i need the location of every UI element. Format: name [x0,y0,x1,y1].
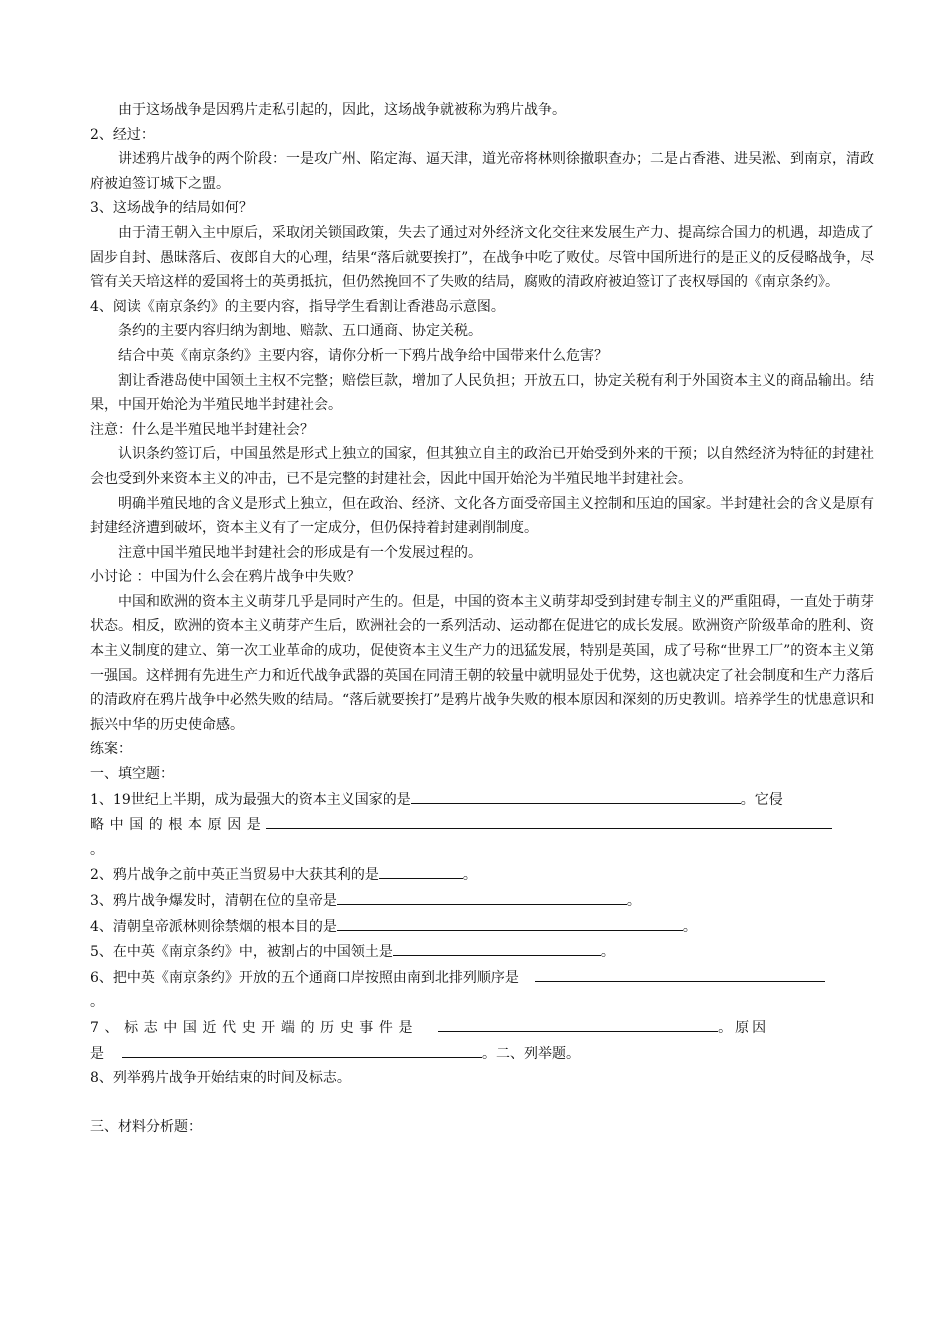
paragraph: 割让香港岛使中国领土主权不完整；赔偿巨款，增加了人民负担；开放五口，协定关税有利于外国资本主义的商品输出。结果，中国开始沦为半殖民地半封建社会。 [90,372,874,414]
question-7: 7、标志中国近代史开端的历史事件是 。原因 [90,1015,880,1041]
section-heading: 小讨论 ：中国为什么会在鸦片战争中失败？ [90,569,361,586]
question-1: 1、19世纪上半期，成为最强大的资本主义国家的是 。它侵 [90,787,880,813]
paragraph: 注意中国半殖民地半封建社会的形成是有一个发展过程的。 [118,544,482,561]
question-7-cont: 是 。二、列举题。 [90,1041,880,1067]
paragraph: 由于这场战争是因鸦片走私引起的，因此，这场战争就被称为鸦片战争。 [118,102,566,118]
answer-blank[interactable] [535,965,825,982]
paragraph: 认识条约签订后，中国虽然是形式上独立的国家，但其独立自主的政治已开始受到外来的干预；以自然经济为特征的封建社会也受到外来资本主义的冲击，已不是完整的封建社会，因此中国开始沦为半殖民地半封建社会。 [90,446,874,487]
answer-blank[interactable] [379,862,463,879]
paragraph: 由于清王朝入主中原后，采取闭关锁国政策，失去了通过对外经济文化交往来发展生产力、提高综合国力的机遇，却造成了固步自封、愚昧落后、夜郎自大的心理，结果“落后就要挨打”，在战争中吃了败仗。尽管中国所进行的是正义的反侵略战争，尽管有关天培这样的爱国将士的英勇抵抗，但仍然挽回不了失败的结局，腐败的清政府被迫签订了丧权辱国的《南京条约》。 [90,224,875,291]
paragraph: 明确半殖民地的含义是形式上独立，但在政治、经济、文化各方面受帝国主义控制和压迫的国家。半封建社会的含义是原有封建经济遭到破坏，资本主义有了一定成分，但仍保持着封建剥削制度。 [90,495,874,537]
answer-blank[interactable] [393,939,601,956]
section-heading: 一、填空题： [90,766,174,783]
answer-blank[interactable] [122,1041,482,1058]
answer-blank[interactable] [337,888,627,905]
question-6: 6、把中英《南京条约》开放的五个通商口岸按照由南到北排列顺序是 [90,965,880,991]
spacer [90,1091,880,1115]
paragraph: 结合中英《南京条约》主要内容，请你分析一下鸦片战争给中国带来什么危害？ [118,347,608,364]
paragraph: 讲述鸦片战争的两个阶段：一是攻广州、陷定海、逼天津，道光帝将林则徐撤职查办；二是占香港、进吴淞、到南京，清政府被迫签订城下之盟。 [90,151,874,192]
question-8: 8、列举鸦片战争开始结束的时间及标志。 [90,1070,351,1087]
section-heading: 练案： [90,741,132,758]
question-4: 4、清朝皇帝派林则徐禁烟的根本目的是 。 [90,914,880,940]
paragraph: 条约的主要内容归纳为割地、赔款、五口通商、协定关税。 [118,323,482,340]
question-5: 5、在中英《南京条约》中，被割占的中国领土是 。 [90,939,880,965]
question-2: 2、鸦片战争之前中英正当贸易中大获其利的是 。 [90,862,880,888]
answer-blank[interactable] [438,1015,718,1032]
question-1-cont: 略中国的根本原因是 [90,812,880,838]
answer-blank[interactable] [411,787,741,804]
section-heading: 三、材料分析题： [90,1118,202,1135]
section-heading: 4、阅读《南京条约》的主要内容，指导学生看割让香港岛示意图。 [90,298,505,315]
paragraph: 中国和欧洲的资本主义萌芽几乎是同时产生的。但是，中国的资本主义萌芽却受到封建专制主义的严重阻碍，一直处于萌芽状态。相反，欧洲的资本主义萌芽产生后，欧洲社会的一系列活动、运动都在促进它的成长发展。欧洲资产阶级革命的胜利、资本主义制度的建立、第一次工业革命的成功，促使资本主义生产力的迅猛发展，特别是英国，成了号称“世界工厂”的资本主义第一强国。这样拥有先进生产力和近代战争武器的英国在同清王朝的较量中就明显处于优势，这也就决定了社会制度和生产力落后的清政府在鸦片战争中必然失败的结局。“落后就要挨打”是鸦片战争失败的根本原因和深刻的历史教训。培养学生的忧患意识和振兴中华的历史使命感。 [90,593,875,733]
section-heading: 注意：什么是半殖民地半封建社会？ [90,421,314,438]
question-1-end: 。 [90,841,104,858]
document-body [90,98,880,1139]
answer-blank[interactable] [337,914,683,931]
section-heading: 2、经过： [90,126,155,143]
answer-blank[interactable] [266,812,832,829]
question-3: 3、鸦片战争爆发时，清朝在位的皇帝是 。 [90,888,880,914]
section-heading: 3、这场战争的结局如何？ [90,200,253,217]
question-6-end: 。 [90,994,104,1011]
